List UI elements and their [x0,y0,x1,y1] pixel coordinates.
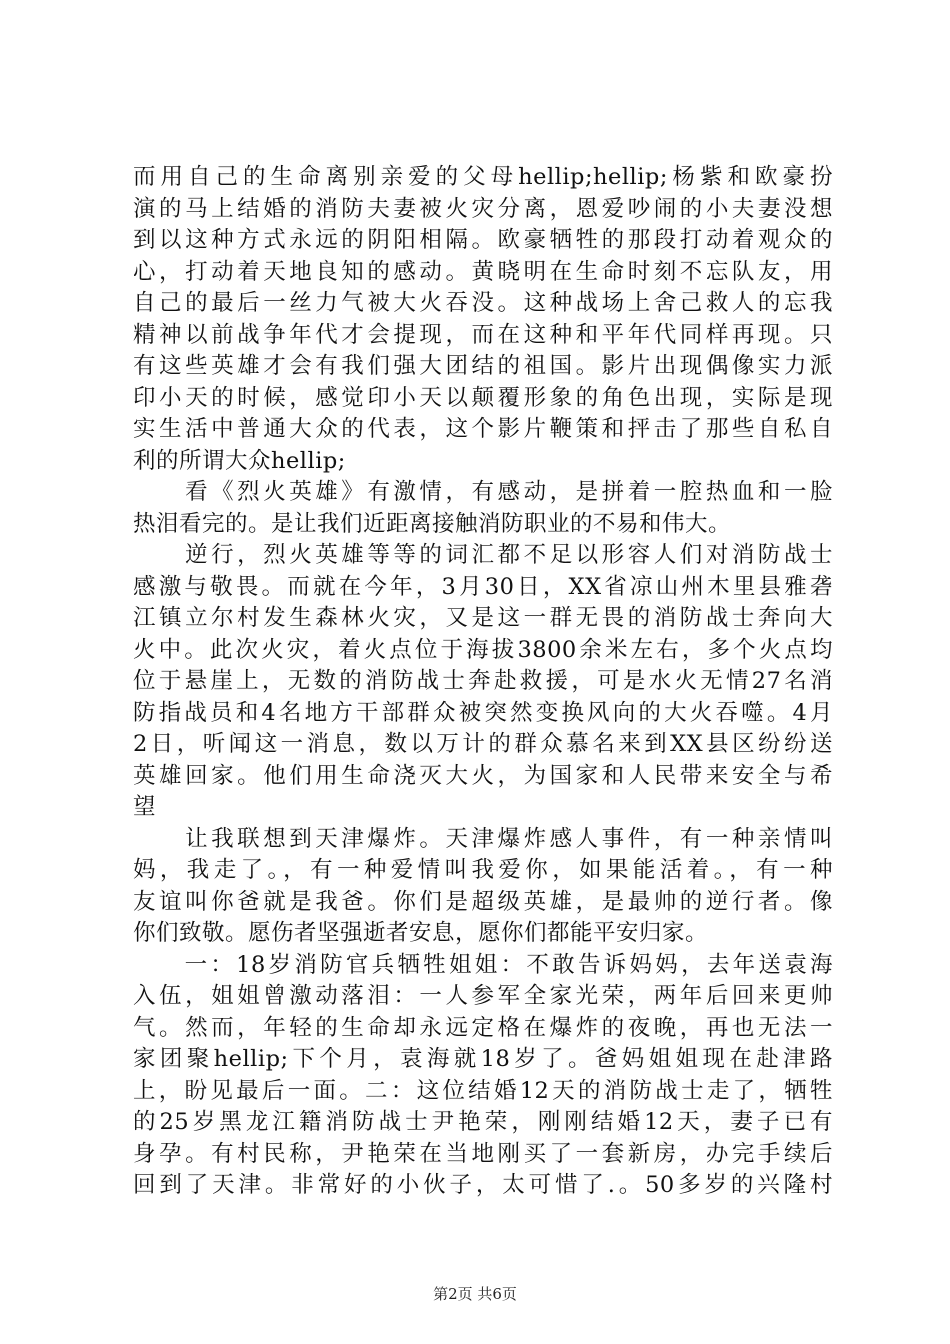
text-line: 而用自己的生命离别亲爱的父母hellip;hellip;杨紫和欧豪扮 [133,164,833,190]
text-line: 上，盼见最后一面。二：这位结婚12天的消防战士走了，牺牲 [133,1077,833,1104]
text-line: 一：18岁消防官兵牺牲姐姐：不敢告诉妈妈，去年送袁海 [133,951,833,978]
text-line: 热泪看完的。是让我们近距离接触消防职业的不易和伟大。 [133,510,732,537]
text-line: 防指战员和4名地方干部群众被突然变换风向的大火吞噬。4月 [133,699,833,726]
text-line: 位于悬崖上，无数的消防战士奔赴救援，可是水火无情27名消 [133,668,833,694]
text-line: 逆行，烈火英雄等等的词汇都不足以形容人们对消防战士 [133,542,833,568]
text-line: 精神以前战争年代才会提现，而在这种和平年代同样再现。只 [133,321,833,348]
text-line: 江镇立尔村发生森林火灾，又是这一群无畏的消防战士奔向大 [133,605,833,631]
text-line: 你们致敬。愿伤者坚强逝者安息，愿你们都能平安归家。 [133,920,709,946]
text-line: 有这些英雄才会有我们强大团结的祖国。影片出现偶像实力派 [133,353,833,379]
text-line: 火中。此次火灾，着火点位于海拔3800余米左右，多个火点均 [133,636,833,663]
text-line: 友谊叫你爸就是我爸。你们是超级英雄，是最帅的逆行者。像 [133,888,833,915]
text-line: 心，打动着天地良知的感动。黄晓明在生命时刻不忘队友，用 [133,258,833,285]
text-line: 望 [133,794,157,820]
text-line: 自己的最后一丝力气被大火吞没。这种战场上舍己救人的忘我 [133,290,833,316]
text-line: 气。然而，年轻的生命却永远定格在爆炸的夜晚，再也无法一 [133,1014,833,1041]
text-line: 让我联想到天津爆炸。天津爆炸感人事件，有一种亲情叫 [133,825,833,852]
text-line: 2日，听闻这一消息，数以万计的群众慕名来到XX县区纷纷送 [133,731,833,757]
text-line: 感激与敬畏。而就在今年，3月30日，XX省凉山州木里县雅砻 [133,573,833,600]
text-line: 看《烈火英雄》有激情，有感动，是拼着一腔热血和一脸 [133,479,833,505]
text-line: 到以这种方式永远的阴阳相隔。欧豪牺牲的那段打动着观众的 [133,227,833,253]
text-line: 印小天的时候，感觉印小天以颠覆形象的角色出现，实际是现 [133,384,833,411]
text-line: 实生活中普通大众的代表，这个影片鞭策和抨击了那些自私自 [133,416,833,442]
text-line: 利的所谓大众hellip; [133,447,346,474]
text-line: 入伍，姐姐曾激动落泪：一人参军全家光荣，两年后回来更帅 [133,983,833,1009]
text-line: 演的马上结婚的消防夫妻被火灾分离，恩爱吵闹的小夫妻没想 [133,195,833,222]
text-line: 的25岁黑龙江籍消防战士尹艳荣，刚刚结婚12天，妻子已有 [133,1109,833,1135]
text-line: 英雄回家。他们用生命浇灭大火，为国家和人民带来安全与希 [133,762,833,789]
text-line: 家团聚hellip;下个月，袁海就18岁了。爸妈姐姐现在赴津路 [133,1046,833,1072]
text-line: 妈，我走了。，有一种爱情叫我爱你，如果能活着。，有一种 [133,857,833,883]
page-number-footer: 第2页 共6页 [433,1285,517,1303]
text-line: 回到了天津。非常好的小伙子，太可惜了.。50多岁的兴隆村 [133,1172,833,1198]
body-text [133,162,833,1202]
text-line: 身孕。有村民称，尹艳荣在当地刚买了一套新房，办完手续后 [133,1140,833,1167]
